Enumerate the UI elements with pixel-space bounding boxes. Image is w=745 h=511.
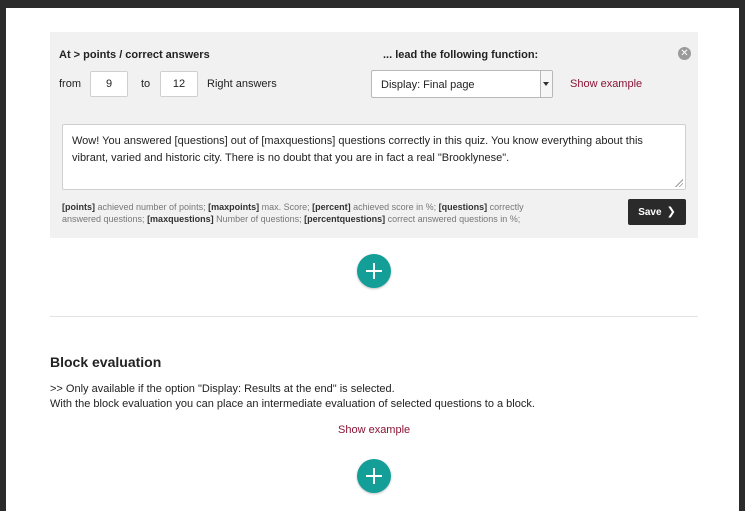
- function-select[interactable]: [371, 70, 553, 98]
- resize-handle-icon[interactable]: [674, 178, 683, 187]
- save-button-label: Save: [638, 207, 662, 218]
- message-textarea[interactable]: [62, 124, 686, 190]
- legend-text: correct answered questions in %;: [385, 214, 521, 224]
- legend-text: achieved number of points;: [95, 202, 209, 212]
- chevron-down-icon: [540, 71, 552, 97]
- plus-icon: [366, 263, 382, 279]
- legend-tag: [points]: [62, 202, 95, 212]
- legend-text: achieved score in %;: [350, 202, 439, 212]
- legend-tag: [percentquestions]: [304, 214, 386, 224]
- legend-text: correctly answered questions;: [62, 202, 524, 224]
- from-input[interactable]: [90, 71, 128, 97]
- block-evaluation-description: With the block evaluation you can place an intermediate evaluation of selected questions to a block.: [50, 398, 535, 410]
- placeholder-legend: [62, 201, 562, 225]
- legend-tag: [maxpoints]: [208, 202, 260, 212]
- section-divider: [50, 316, 698, 317]
- block-evaluation-note: >> Only available if the option "Display: Results at the end" is selected.: [50, 383, 395, 395]
- legend-tag: [percent]: [312, 202, 351, 212]
- close-icon[interactable]: ✕: [678, 47, 691, 60]
- points-header: At > points / correct answers: [59, 49, 210, 61]
- save-button[interactable]: [628, 199, 686, 225]
- add-evaluation-button[interactable]: [357, 254, 391, 288]
- from-label: from: [59, 78, 81, 90]
- evaluation-panel: [50, 32, 698, 238]
- legend-text: max. Score;: [259, 202, 313, 212]
- legend-text: Number of questions;: [213, 214, 305, 224]
- message-text: Wow! You answered [questions] out of [maxquestions] questions correctly in this quiz. You know everything about this vibrant, varied and historic city. There is no doubt that you are in fact a real "Brooklynese".: [72, 135, 643, 164]
- plus-icon: [366, 468, 382, 484]
- show-example-link[interactable]: Show example: [570, 78, 643, 90]
- block-evaluation-title: Block evaluation: [50, 354, 162, 370]
- function-header: ... lead the following function:: [383, 49, 539, 61]
- app-window: [6, 8, 739, 511]
- function-select-value: Display: Final page: [381, 79, 475, 91]
- legend-tag: [maxquestions]: [147, 214, 214, 224]
- block-show-example-link[interactable]: Show example: [338, 424, 411, 436]
- chevron-right-icon: ❯: [666, 206, 676, 218]
- legend-tag: [questions]: [438, 202, 488, 212]
- to-input[interactable]: [160, 71, 198, 97]
- to-label: to: [141, 78, 151, 90]
- add-block-evaluation-button[interactable]: [357, 459, 391, 493]
- right-answers-label: Right answers: [207, 78, 277, 90]
